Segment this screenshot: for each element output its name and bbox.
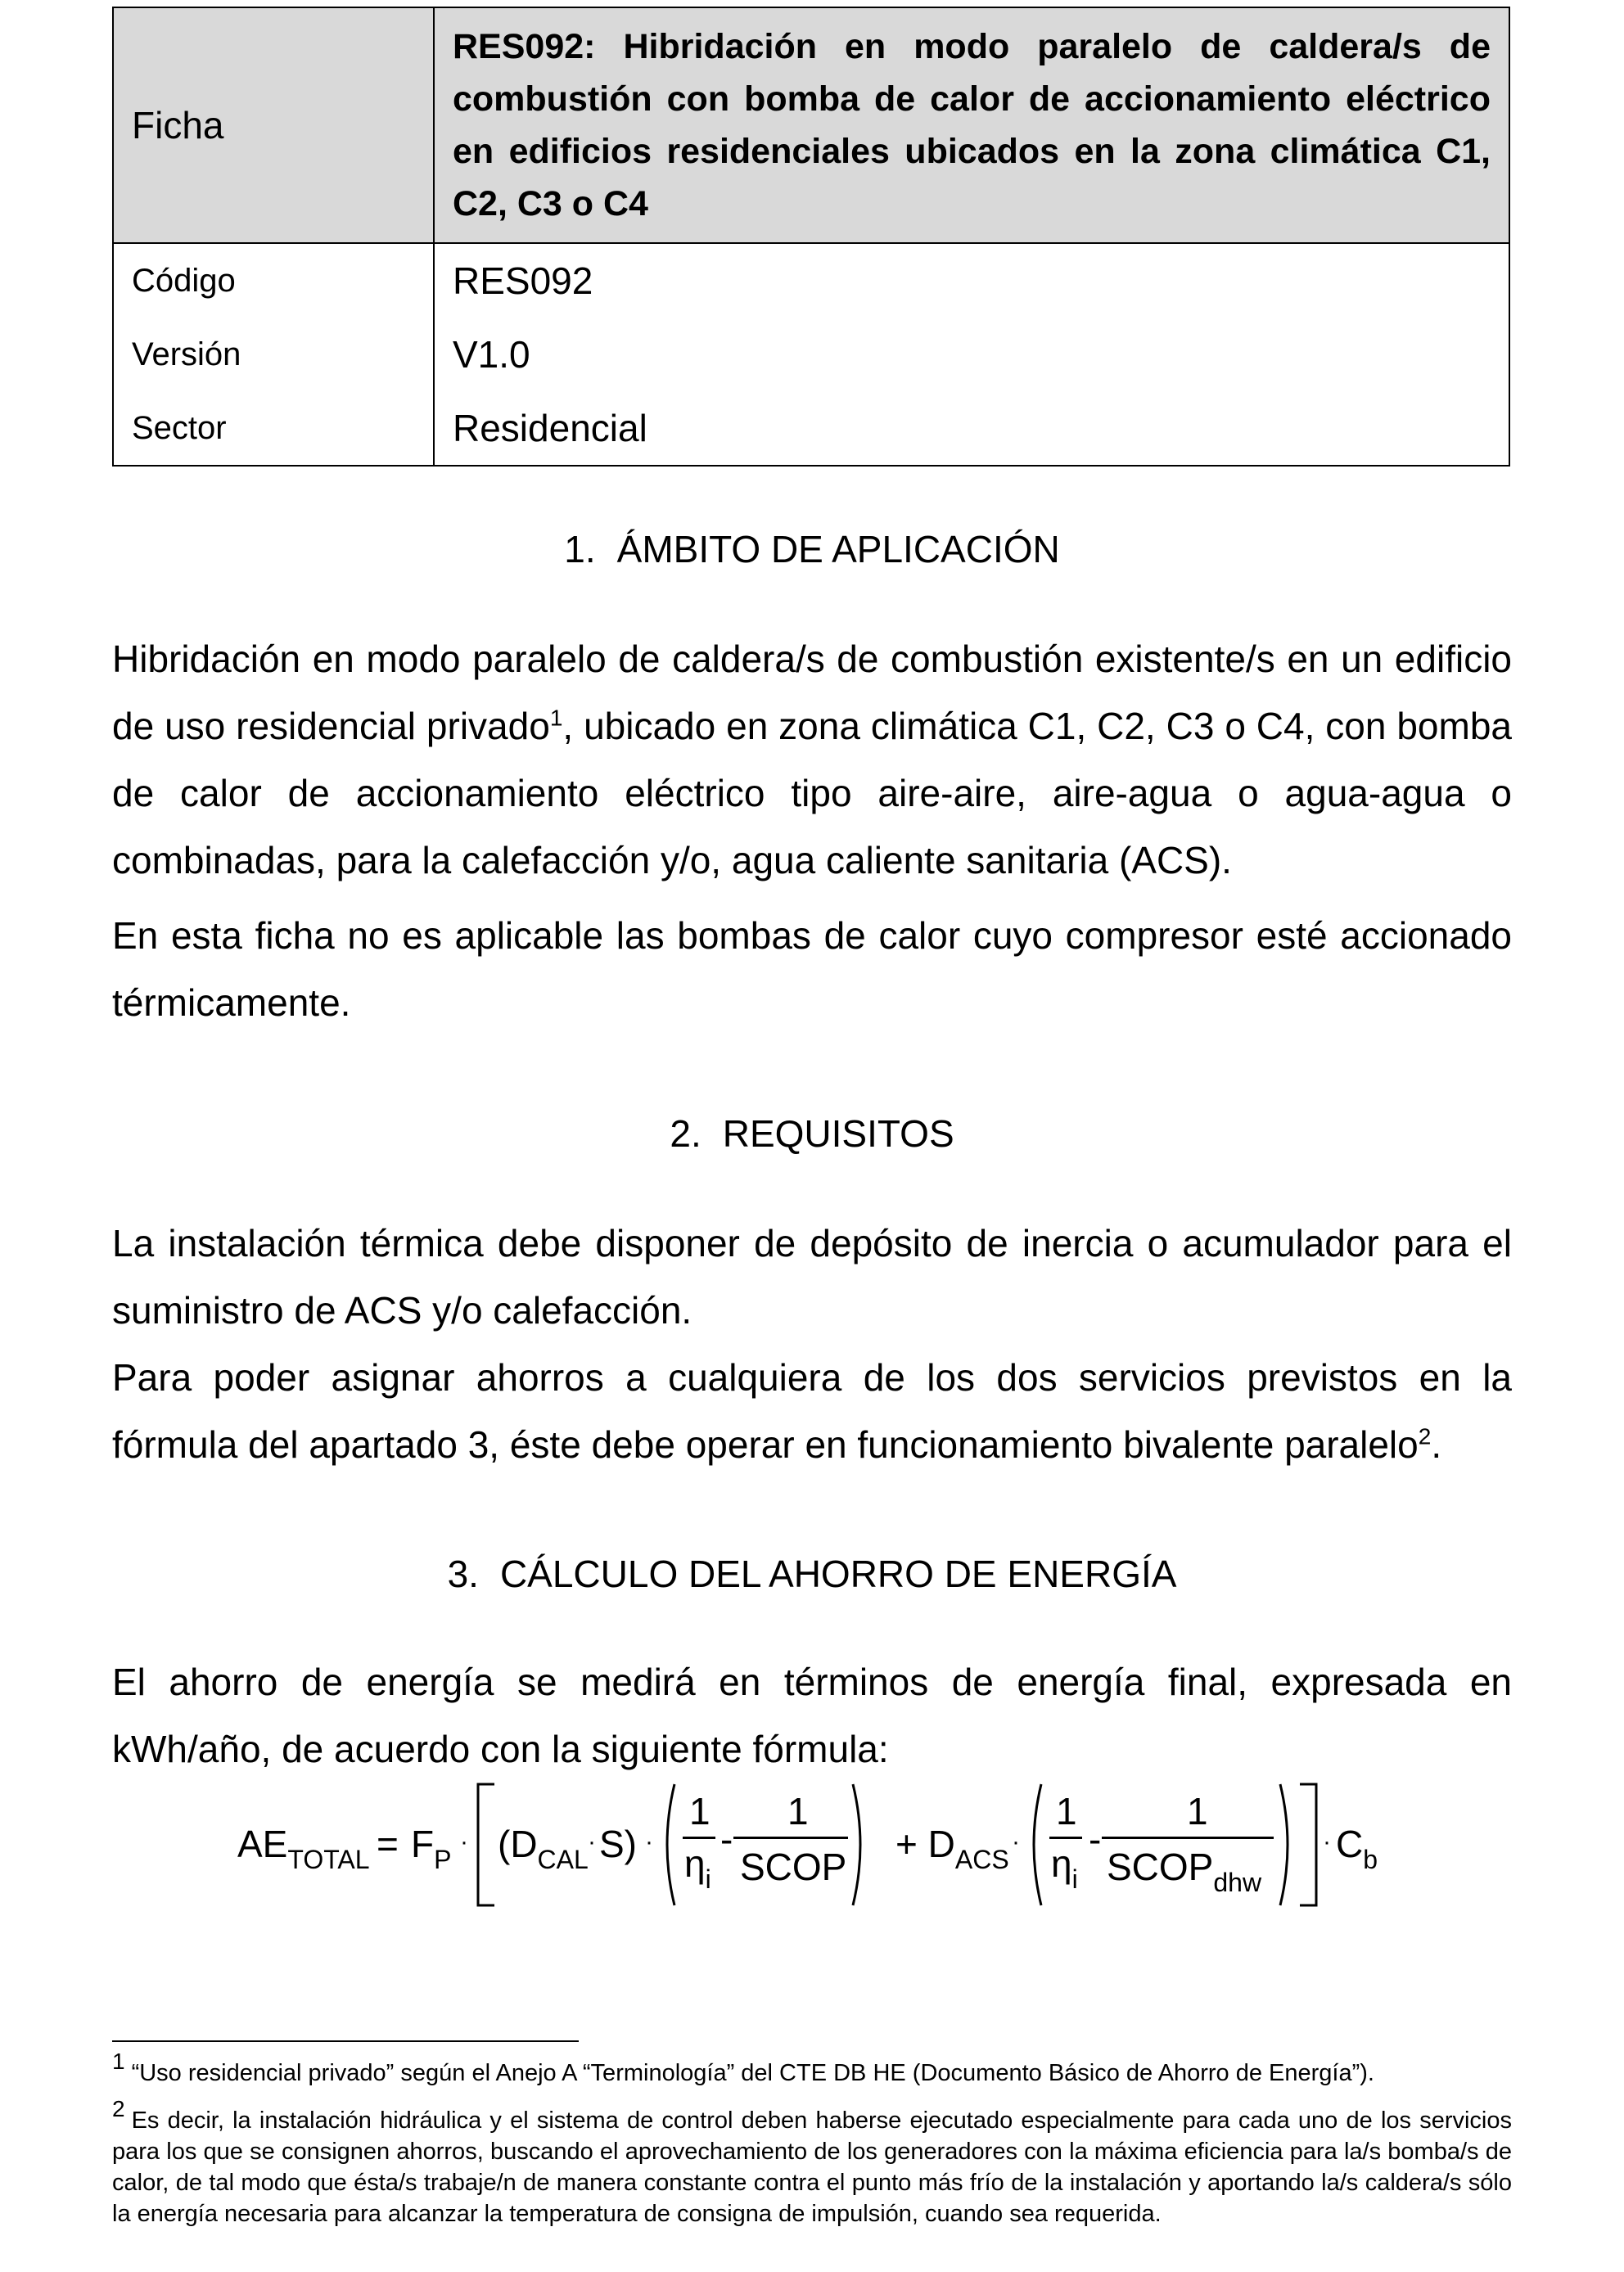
section-3-heading (0, 1552, 1624, 1596)
section-2-heading (0, 1111, 1624, 1156)
formula-dot: · (1323, 1828, 1331, 1855)
footnote-ref-1[interactable]: 1 (549, 705, 563, 731)
paragraph-text: . (1431, 1423, 1442, 1466)
ficha-row-code (113, 243, 1509, 318)
formula-one: 1 (787, 1790, 809, 1832)
formula-s: S) (599, 1823, 637, 1865)
paragraph-text: La instalación térmica debe disponer de depósito de inercia o acumulador para el suministro de ACS y/o calefacción. (112, 1222, 1512, 1332)
right-bracket-icon (1297, 1783, 1321, 1907)
formula-one: 1 (1056, 1790, 1077, 1832)
footnote-ref-2[interactable]: 2 (1418, 1423, 1432, 1449)
ficha-row-title (113, 7, 1509, 243)
formula-dot: · (645, 1828, 653, 1855)
formula-dot: · (460, 1828, 468, 1855)
formula-fp: $F_P$ (411, 1823, 452, 1874)
fraction-line (1102, 1837, 1274, 1839)
formula-dacs: + $D_{ACS}$ (895, 1823, 1009, 1874)
footnote-separator (112, 2040, 579, 2042)
right-paren-icon (850, 1783, 869, 1907)
paragraph-text: El ahorro de energía se medirá en términos de energía final, expresada en kWh/año, de acuerdo con la siguiente fórmula: (112, 1661, 1512, 1770)
footnote-2 (112, 2096, 1512, 2229)
footnote-1 (112, 2049, 1512, 2089)
section-title: CÁLCULO DEL AHORRO DE ENERGÍA (499, 1553, 1177, 1595)
footnote-text: “Uso residencial privado” según el Anejo A “Terminología” del CTE DB HE (Documento Básico de Ahorro de Energía”). (131, 2060, 1374, 2086)
left-paren-icon (658, 1783, 678, 1907)
energy-savings-formula (237, 1751, 1424, 1915)
ficha-row-version (113, 318, 1509, 391)
section-number: 2. (670, 1112, 701, 1155)
fraction-line (733, 1837, 848, 1839)
formula-dcal: ($D_{CAL}$ (498, 1823, 589, 1874)
formula-eta: $\eta_i$ (684, 1842, 711, 1894)
paragraph-text: Para poder asignar ahorros a cualquiera de los dos servicios previstos en la fórmula del apartado 3, éste debe operar en funcionamiento bivalente paralelo (112, 1356, 1512, 1466)
sector-label: Sector (113, 391, 434, 466)
formula-ae: $AE_{TOTAL}$ (237, 1823, 370, 1874)
footnote-mark: 2 (112, 2096, 125, 2121)
footnote-mark: 1 (112, 2049, 125, 2074)
ficha-label: Ficha (113, 7, 434, 243)
formula-minus: - (720, 1818, 733, 1860)
footnote-text: Es decir, la instalación hidráulica y el sistema de control deben haberse ejecutado especialmente para cada uno de los servicios para los que se consignen ahorros, buscando el aprovechamiento de los generadores con la máxima eficiencia para la/s bomba/s de calor, de tal modo que ésta/s trabaje/n de manera constante contra el punto más frío de la instalación y aportando la/s caldera/s sólo la energía necesaria para alcanzar la temperatura de consigna de impulsión, cuando sea requerida. (112, 2107, 1512, 2227)
version-value: V1.0 (434, 318, 1509, 391)
section-2-paragraph-1 (112, 1210, 1512, 1344)
section-title: ÁMBITO DE APLICACIÓN (616, 528, 1060, 570)
ficha-table (112, 7, 1510, 467)
left-bracket-icon (473, 1783, 498, 1907)
formula-equals: = (377, 1823, 399, 1865)
left-paren-icon (1025, 1783, 1044, 1907)
formula-one: 1 (689, 1790, 710, 1832)
section-1-paragraph-1 (112, 625, 1512, 894)
right-paren-icon (1277, 1783, 1297, 1907)
formula-minus: - (1089, 1818, 1102, 1860)
section-1-paragraph-2 (112, 902, 1512, 1036)
formula-one: 1 (1187, 1790, 1208, 1832)
paragraph-text: En esta ficha no es aplicable las bombas de calor cuyo compresor esté accionado térmicamente. (112, 914, 1512, 1024)
section-number: 3. (447, 1553, 479, 1595)
formula-scop: SCOP (740, 1846, 847, 1888)
fraction-line (1049, 1837, 1082, 1839)
formula-dot: · (588, 1828, 596, 1855)
ficha-title: RES092: Hibridación en modo paralelo de caldera/s de combustión con bomba de calor de accionamiento eléctrico en edificios residenciales ubicados en la zona climática C1, C2, C3 o C4 (434, 7, 1509, 243)
section-number: 1. (564, 528, 596, 570)
codigo-value: RES092 (434, 243, 1509, 318)
section-1-heading (0, 527, 1624, 571)
section-title: REQUISITOS (722, 1112, 954, 1155)
formula-dot: · (1012, 1828, 1020, 1855)
fraction-line (683, 1837, 715, 1839)
ficha-row-sector (113, 391, 1509, 466)
sector-value: Residencial (434, 391, 1509, 466)
version-label: Versión (113, 318, 434, 391)
paragraph-text: , ubicado en zona climática C1, C2, C3 o C4, con bomba de calor de accionamiento eléctrico tipo aire-aire, aire-agua o agua-agua o combinadas, para la calefacción y/o, agua caliente sanitaria (ACS). (112, 705, 1513, 881)
formula-scop-dhw: $SCOP_{dhw}$ (1107, 1846, 1262, 1897)
section-2-paragraph-2 (112, 1344, 1512, 1478)
codigo-label: Código (113, 243, 434, 318)
formula-cb: $C_b$ (1336, 1823, 1378, 1874)
paragraph-text: Hibridación en modo paralelo de caldera/s de combustión existente/s en un edificio de uso residencial privado (112, 638, 1512, 747)
formula-eta: $\eta_i$ (1051, 1842, 1078, 1894)
